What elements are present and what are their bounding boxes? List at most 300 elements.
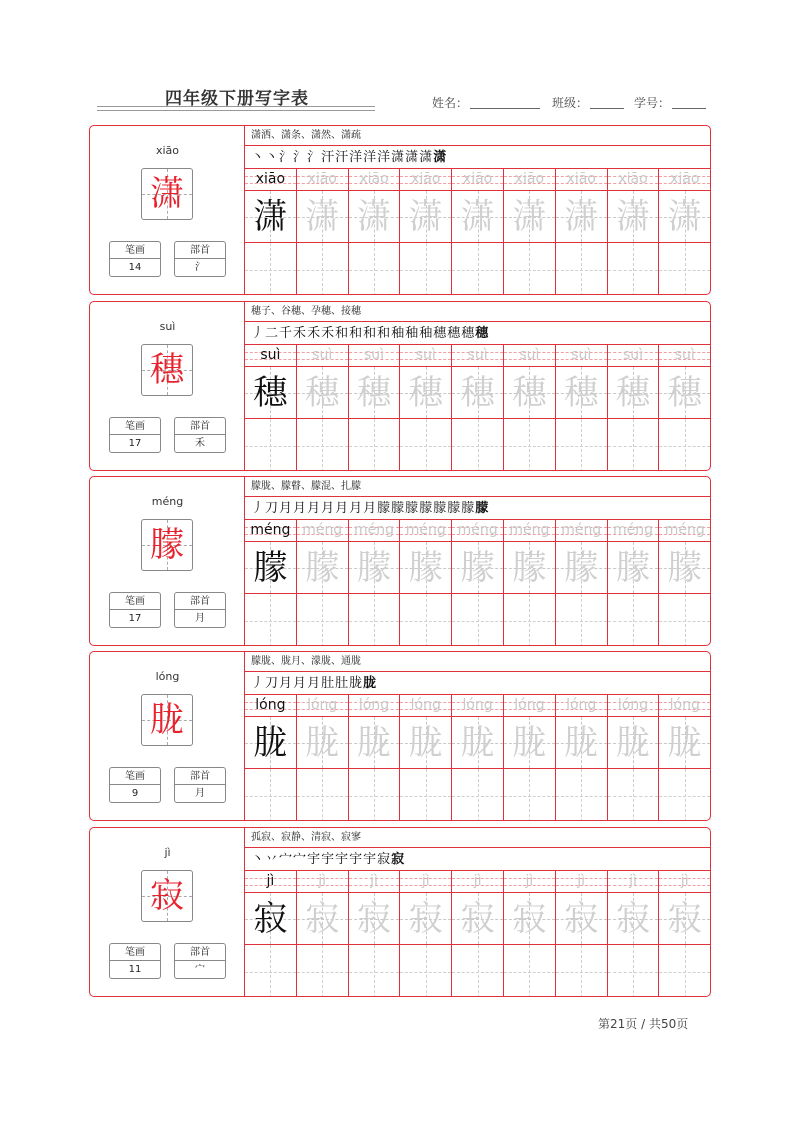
trace-cell[interactable]	[659, 542, 710, 594]
class-field	[552, 94, 624, 111]
student-no-label: 学号：	[634, 96, 671, 110]
pinyin-cell[interactable]	[452, 345, 503, 367]
pinyin-cell[interactable]	[400, 169, 451, 191]
stroke-step: 宇	[335, 852, 349, 867]
grid-column	[400, 695, 452, 821]
char-trace: 穗	[615, 373, 650, 413]
free-write-cell[interactable]	[400, 945, 451, 997]
stroke-step: 潇	[433, 150, 447, 165]
pinyin-cell[interactable]	[400, 345, 451, 367]
trace-cell[interactable]	[245, 367, 296, 419]
title-underline	[97, 110, 375, 111]
free-write-cell[interactable]	[608, 419, 659, 471]
trace-cell[interactable]	[400, 717, 451, 769]
grid-column	[452, 345, 504, 471]
char-display-box	[141, 168, 193, 220]
char-card	[89, 125, 711, 295]
char-model: 胧	[253, 723, 288, 763]
trace-cell[interactable]	[556, 717, 607, 769]
char-trace: 胧	[512, 723, 547, 763]
stroke-step: 月	[307, 676, 321, 691]
stroke-step: 洋	[377, 150, 391, 165]
char-display: 胧	[150, 700, 184, 740]
stroke-step: 氵	[279, 150, 293, 165]
page-title: 四年级下册写字表	[165, 89, 309, 109]
trace-cell[interactable]	[504, 717, 555, 769]
free-write-cell[interactable]	[659, 769, 710, 821]
stroke-step: 朦	[391, 501, 405, 516]
stroke-step: 丶	[251, 150, 265, 165]
grid-column	[659, 345, 711, 471]
pinyin-trace: jì	[577, 873, 586, 889]
trace-cell[interactable]	[504, 893, 555, 945]
trace-cell[interactable]	[452, 717, 503, 769]
free-write-cell[interactable]	[297, 769, 348, 821]
trace-cell[interactable]	[349, 893, 400, 945]
pinyin-trace: méng	[302, 522, 343, 538]
free-write-cell[interactable]	[245, 243, 296, 295]
pinyin-cell[interactable]	[504, 520, 555, 542]
pinyin-cell[interactable]	[659, 520, 710, 542]
stroke-step: 月	[293, 501, 307, 516]
free-write-cell[interactable]	[608, 769, 659, 821]
free-write-cell[interactable]	[504, 419, 555, 471]
char-trace: 潇	[564, 197, 599, 237]
free-write-cell[interactable]	[504, 594, 555, 646]
word-examples: 穗子、谷穗、孕穗、接穗	[245, 302, 711, 322]
pinyin-cell[interactable]	[556, 169, 607, 191]
stroke-count-label: 笔画	[110, 242, 160, 259]
grid-column	[659, 169, 711, 295]
stroke-step: 宇	[321, 852, 335, 867]
stroke-step: 宇	[349, 852, 363, 867]
pinyin-cell[interactable]	[608, 520, 659, 542]
stroke-step: 宇	[363, 852, 377, 867]
pinyin-cell[interactable]	[504, 169, 555, 191]
char-trace: 潇	[356, 197, 391, 237]
class-blank[interactable]	[590, 97, 624, 109]
stroke-count-box	[109, 943, 161, 979]
char-pinyin: xiāo	[155, 144, 180, 157]
char-card	[89, 301, 711, 471]
char-trace: 穗	[564, 373, 599, 413]
pinyin-cell[interactable]	[556, 871, 607, 893]
trace-cell[interactable]	[608, 542, 659, 594]
stroke-step: 和	[349, 326, 363, 341]
free-write-cell[interactable]	[349, 769, 400, 821]
free-write-cell[interactable]	[608, 594, 659, 646]
pinyin-cell[interactable]	[452, 169, 503, 191]
free-write-cell[interactable]	[504, 945, 555, 997]
pinyin-cell[interactable]	[349, 520, 400, 542]
trace-cell[interactable]	[556, 367, 607, 419]
trace-cell[interactable]	[400, 893, 451, 945]
stroke-order	[245, 146, 711, 169]
free-write-cell[interactable]	[556, 769, 607, 821]
stroke-step: 穗	[447, 326, 461, 341]
pinyin-trace: xiāo	[618, 171, 648, 187]
pinyin-trace: xiāo	[307, 171, 337, 187]
pinyin-trace: xiāo	[462, 171, 493, 187]
stroke-step: 氵	[293, 150, 307, 165]
pinyin-cell[interactable]	[297, 169, 348, 191]
stroke-step: 朦	[461, 501, 475, 516]
grid-column	[659, 695, 711, 821]
free-write-cell[interactable]	[659, 419, 710, 471]
free-write-cell[interactable]	[400, 594, 451, 646]
grid-column	[349, 871, 401, 997]
pinyin-trace: xiāo	[514, 171, 545, 187]
pinyin-cell[interactable]	[504, 695, 555, 717]
pinyin-cell[interactable]	[608, 345, 659, 367]
radical-label: 部首	[175, 768, 225, 785]
char-trace: 寂	[667, 899, 702, 939]
free-write-cell[interactable]	[349, 243, 400, 295]
free-write-cell[interactable]	[659, 945, 710, 997]
pinyin-cell[interactable]	[659, 871, 710, 893]
word-examples: 朦胧、朦瞽、朦混、扎朦	[245, 477, 711, 497]
stroke-step: 丿	[251, 676, 265, 691]
pinyin-cell[interactable]	[349, 871, 400, 893]
free-write-cell[interactable]	[297, 243, 348, 295]
grid-column	[400, 520, 452, 646]
practice-panel	[245, 302, 711, 470]
char-trace: 朦	[305, 548, 340, 588]
char-display-box	[141, 519, 193, 571]
pinyin-trace: jì	[421, 873, 430, 889]
trace-cell[interactable]	[297, 542, 348, 594]
pinyin-cell[interactable]	[245, 345, 296, 367]
trace-cell[interactable]	[452, 542, 503, 594]
trace-cell[interactable]	[504, 542, 555, 594]
free-write-cell[interactable]	[556, 419, 607, 471]
char-trace: 胧	[460, 723, 495, 763]
free-write-cell[interactable]	[245, 594, 296, 646]
char-pinyin: lóng	[155, 670, 180, 683]
free-write-cell[interactable]	[659, 243, 710, 295]
grid-column	[504, 695, 556, 821]
trace-cell[interactable]	[245, 542, 296, 594]
pinyin-trace: lóng	[514, 697, 545, 713]
radical-value: 禾	[195, 438, 205, 449]
char-pinyin: méng	[151, 495, 184, 508]
radical-value: 氵	[195, 262, 205, 273]
trace-cell[interactable]	[245, 191, 296, 243]
pinyin-model: jì	[266, 873, 275, 889]
grid-column	[297, 520, 349, 646]
char-trace: 寂	[460, 899, 495, 939]
name-field	[432, 94, 540, 111]
pinyin-cell[interactable]	[245, 871, 296, 893]
free-write-cell[interactable]	[297, 594, 348, 646]
trace-cell[interactable]	[659, 367, 710, 419]
stroke-step: 汗	[321, 150, 335, 165]
trace-cell[interactable]	[400, 542, 451, 594]
trace-cell[interactable]	[297, 717, 348, 769]
pinyin-trace: suì	[312, 347, 333, 363]
pinyin-cell[interactable]	[245, 169, 296, 191]
pinyin-trace: jì	[525, 873, 534, 889]
stroke-step: 禾	[293, 326, 307, 341]
grid-column	[452, 169, 504, 295]
radical-value: 宀	[195, 964, 205, 975]
free-write-cell[interactable]	[245, 945, 296, 997]
pinyin-cell[interactable]	[297, 520, 348, 542]
free-write-cell[interactable]	[400, 769, 451, 821]
grid-column	[245, 871, 297, 997]
pinyin-trace: méng	[405, 522, 446, 538]
free-write-cell[interactable]	[349, 945, 400, 997]
trace-cell[interactable]	[297, 367, 348, 419]
name-blank[interactable]	[470, 97, 540, 109]
trace-cell[interactable]	[400, 191, 451, 243]
stroke-step: 洋	[363, 150, 377, 165]
stroke-step: 穗	[433, 326, 447, 341]
radical-value: 月	[195, 613, 205, 624]
stroke-step: 穗	[461, 326, 475, 341]
stroke-step: 丶	[251, 852, 265, 867]
grid-column	[608, 345, 660, 471]
free-write-cell[interactable]	[297, 419, 348, 471]
pinyin-cell[interactable]	[349, 695, 400, 717]
stroke-step: 寂	[391, 852, 405, 867]
pinyin-trace: suì	[622, 347, 644, 363]
grid-column	[504, 871, 556, 997]
pinyin-trace: xiāo	[670, 171, 700, 187]
free-write-cell[interactable]	[245, 769, 296, 821]
pinyin-cell[interactable]	[452, 871, 503, 893]
pinyin-trace: suì	[519, 347, 540, 363]
pinyin-cell[interactable]	[659, 169, 710, 191]
trace-cell[interactable]	[297, 893, 348, 945]
pinyin-trace: jì	[318, 873, 327, 889]
student-no-field	[634, 94, 706, 111]
free-write-cell[interactable]	[504, 769, 555, 821]
pinyin-cell[interactable]	[556, 695, 607, 717]
free-write-cell[interactable]	[608, 243, 659, 295]
stroke-count-value: 14	[128, 262, 142, 273]
stroke-step: 胧	[349, 676, 363, 691]
pinyin-trace: lóng	[307, 697, 338, 713]
pinyin-cell[interactable]	[297, 695, 348, 717]
pinyin-cell[interactable]	[659, 695, 710, 717]
stroke-step: 穗	[475, 326, 489, 341]
trace-cell[interactable]	[452, 893, 503, 945]
stroke-step: 朦	[433, 501, 447, 516]
free-write-cell[interactable]	[452, 419, 503, 471]
trace-cell[interactable]	[297, 191, 348, 243]
free-write-cell[interactable]	[452, 769, 503, 821]
pinyin-cell[interactable]	[608, 169, 659, 191]
stroke-step: 肚	[321, 676, 335, 691]
trace-cell[interactable]	[400, 367, 451, 419]
stroke-count-value: 17	[128, 613, 142, 624]
grid-column	[608, 695, 660, 821]
pinyin-cell[interactable]	[608, 871, 659, 893]
pinyin-model: lóng	[255, 697, 286, 713]
pinyin-cell[interactable]	[245, 695, 296, 717]
free-write-cell[interactable]	[349, 419, 400, 471]
pinyin-model: xiāo	[255, 171, 286, 187]
stroke-order	[245, 848, 711, 871]
char-model: 寂	[253, 899, 288, 939]
char-trace: 朦	[408, 548, 443, 588]
practice-panel	[245, 828, 711, 996]
pinyin-cell[interactable]	[400, 520, 451, 542]
pinyin-cell[interactable]	[504, 871, 555, 893]
pinyin-trace: méng	[457, 522, 498, 538]
pinyin-trace: suì	[674, 347, 695, 363]
free-write-cell[interactable]	[400, 419, 451, 471]
stroke-step: 宇	[307, 852, 321, 867]
stroke-step: 月	[363, 501, 377, 516]
pinyin-cell[interactable]	[245, 520, 296, 542]
title-underline	[97, 106, 375, 107]
pinyin-cell[interactable]	[452, 695, 503, 717]
char-info-panel	[90, 302, 245, 470]
word-examples: 潇洒、潇条、潇然、潇疏	[245, 126, 711, 146]
free-write-cell[interactable]	[400, 243, 451, 295]
pinyin-cell[interactable]	[349, 345, 400, 367]
student-no-blank[interactable]	[672, 97, 706, 109]
pinyin-cell[interactable]	[556, 345, 607, 367]
grid-column	[452, 871, 504, 997]
trace-cell[interactable]	[349, 542, 400, 594]
pinyin-cell[interactable]	[504, 345, 555, 367]
free-write-cell[interactable]	[659, 594, 710, 646]
char-card	[89, 827, 711, 997]
pinyin-trace: méng	[353, 522, 394, 538]
char-info-panel	[90, 477, 245, 645]
pinyin-cell[interactable]	[400, 871, 451, 893]
free-write-cell[interactable]	[245, 419, 296, 471]
char-display: 朦	[150, 525, 184, 565]
pinyin-model: suì	[260, 347, 281, 363]
trace-cell[interactable]	[556, 191, 607, 243]
pinyin-cell[interactable]	[608, 695, 659, 717]
trace-cell[interactable]	[452, 367, 503, 419]
stroke-order	[245, 672, 711, 695]
stroke-count-box	[109, 767, 161, 803]
grid-column	[452, 520, 504, 646]
stroke-step: 丶	[265, 150, 279, 165]
pinyin-cell[interactable]	[556, 520, 607, 542]
pinyin-trace: jì	[370, 873, 378, 889]
grid-column	[452, 695, 504, 821]
grid-column	[400, 871, 452, 997]
practice-panel	[245, 477, 711, 645]
free-write-cell[interactable]	[556, 945, 607, 997]
trace-cell[interactable]	[608, 367, 659, 419]
stroke-step: 月	[307, 501, 321, 516]
char-trace: 潇	[615, 197, 650, 237]
trace-cell[interactable]	[608, 717, 659, 769]
pinyin-cell[interactable]	[297, 345, 348, 367]
writing-grid	[245, 695, 711, 821]
grid-column	[556, 695, 608, 821]
stroke-count-box	[109, 241, 161, 277]
free-write-cell[interactable]	[504, 243, 555, 295]
trace-cell[interactable]	[504, 191, 555, 243]
trace-cell[interactable]	[452, 191, 503, 243]
grid-column	[556, 345, 608, 471]
pinyin-cell[interactable]	[452, 520, 503, 542]
radical-box	[174, 943, 226, 979]
char-display-box	[141, 870, 193, 922]
stroke-step: 丿	[251, 326, 265, 341]
free-write-cell[interactable]	[349, 594, 400, 646]
grid-column	[504, 345, 556, 471]
trace-cell[interactable]	[659, 717, 710, 769]
stroke-step: 和	[377, 326, 391, 341]
grid-column	[608, 169, 660, 295]
stroke-order	[245, 322, 711, 345]
trace-cell[interactable]	[349, 191, 400, 243]
trace-cell[interactable]	[245, 717, 296, 769]
class-label: 班级：	[552, 96, 589, 110]
stroke-count-label: 笔画	[110, 944, 160, 961]
pinyin-cell[interactable]	[659, 345, 710, 367]
free-write-cell[interactable]	[452, 243, 503, 295]
pinyin-trace: suì	[363, 347, 385, 363]
trace-cell[interactable]	[659, 893, 710, 945]
stroke-step: 氵	[307, 150, 321, 165]
char-model: 朦	[253, 548, 288, 588]
trace-cell[interactable]	[349, 367, 400, 419]
trace-cell[interactable]	[504, 367, 555, 419]
trace-cell[interactable]	[349, 717, 400, 769]
pinyin-cell[interactable]	[400, 695, 451, 717]
trace-cell[interactable]	[556, 893, 607, 945]
word-examples: 朦胧、胧月、濛胧、通胧	[245, 652, 711, 672]
free-write-cell[interactable]	[297, 945, 348, 997]
char-trace: 穗	[512, 373, 547, 413]
stroke-step: 秞	[405, 326, 419, 341]
grid-column	[659, 520, 711, 646]
stroke-step: 潇	[419, 150, 433, 165]
stroke-step: 刀	[265, 501, 279, 516]
radical-label: 部首	[175, 242, 225, 259]
char-trace: 朦	[564, 548, 599, 588]
grid-column	[504, 169, 556, 295]
pinyin-cell[interactable]	[297, 871, 348, 893]
trace-cell[interactable]	[556, 542, 607, 594]
stroke-count-value: 9	[131, 788, 139, 799]
pinyin-trace: suì	[467, 347, 488, 363]
stroke-step: 月	[293, 676, 307, 691]
free-write-cell[interactable]	[452, 945, 503, 997]
pinyin-trace: xiāo	[566, 171, 596, 187]
grid-column	[556, 169, 608, 295]
trace-cell[interactable]	[608, 191, 659, 243]
trace-cell[interactable]	[608, 893, 659, 945]
char-trace: 寂	[564, 899, 599, 939]
grid-column	[608, 520, 660, 646]
char-info-panel	[90, 828, 245, 996]
stroke-step: 禾	[321, 326, 335, 341]
free-write-cell[interactable]	[556, 594, 607, 646]
stroke-step: 胧	[363, 676, 377, 691]
free-write-cell[interactable]	[556, 243, 607, 295]
free-write-cell[interactable]	[452, 594, 503, 646]
char-trace: 朦	[356, 548, 391, 588]
grid-column	[556, 520, 608, 646]
trace-cell[interactable]	[245, 893, 296, 945]
free-write-cell[interactable]	[608, 945, 659, 997]
trace-cell[interactable]	[659, 191, 710, 243]
pinyin-cell[interactable]	[349, 169, 400, 191]
stroke-count-label: 笔画	[110, 768, 160, 785]
